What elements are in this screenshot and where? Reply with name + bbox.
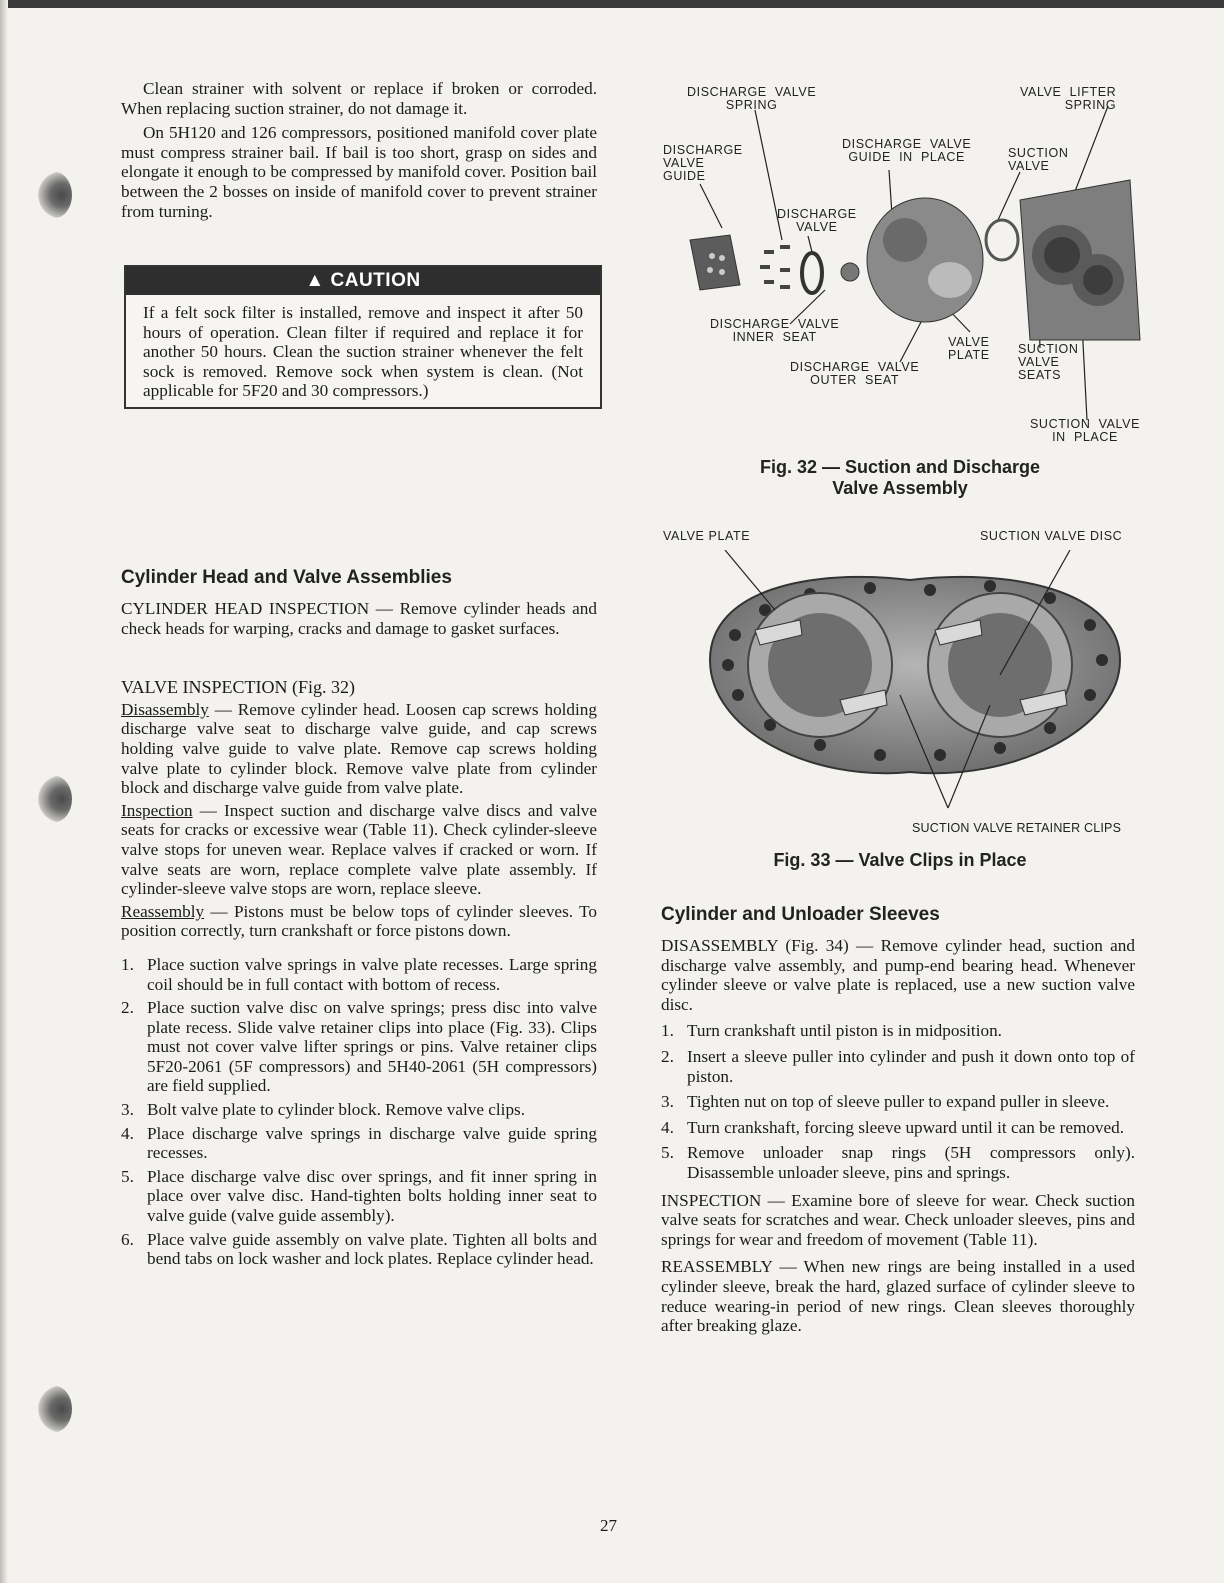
step-number: 1. xyxy=(661,1021,674,1041)
list-item xyxy=(661,1047,1135,1086)
inspection-text: — Inspect suction and discharge valve discs and valve seats for cracks or excessive wear (Table 11). Check cylinder-sleeve valve stops for uneven wear. Replace valves if cracked or worn. If valve seats are worn, replace complete valve plate assembly. If cylinder-sleeve valve stops are worn, replace sleeve. xyxy=(121,800,597,899)
valve-plate-part xyxy=(867,198,983,322)
sleeve-disassembly: DISASSEMBLY (Fig. 34) — Remove cylinder head, suction and discharge valve assembly, and pump-end bearing head. Whenever cylinder sleeve or valve plate is replaced, use a new suction valve disc. xyxy=(661,936,1135,1014)
list-item xyxy=(121,1100,597,1120)
inspection-label: Inspection xyxy=(121,800,193,820)
list-item xyxy=(661,1092,1135,1112)
caution-text: If a felt sock filter is installed, remove and inspect it after 50 hours of operation. Clean filter if required and replace it for another 50 hours. Clean the suction strainer whenever the felt sock is removed. Remove sock when system is clean. (Not applicable for 5F20 and 30 compressors.) xyxy=(143,303,583,401)
caution-box xyxy=(124,265,602,409)
left-column-body xyxy=(121,567,597,1269)
section-heading: Cylinder Head and Valve Assemblies xyxy=(121,567,452,588)
disassembly-text: — Remove cylinder head. Loosen cap screws holding discharge valve seat to discharge valve guide, and cap screws holding valve guide to valve plate. Remove cap screws holding valve plate to cylinder block. Remove valve plate from cylinder block and discharge valve guide from valve plate. xyxy=(121,699,597,798)
valve-guide-part xyxy=(690,235,740,290)
list-item xyxy=(121,1167,597,1226)
sleeve-steps xyxy=(661,1021,1135,1182)
list-item xyxy=(661,1021,1135,1041)
step-number: 6. xyxy=(121,1229,134,1249)
page-left-edge xyxy=(0,0,8,1583)
step-number: 5. xyxy=(121,1166,134,1186)
paragraph-strainer: Clean strainer with solvent or replace if broken or corroded. When replacing suction strainer, do not damage it. xyxy=(121,79,597,118)
warning-triangle-icon: ▲ xyxy=(305,270,325,291)
disassembly-label: Disassembly xyxy=(121,699,209,719)
paragraph-manifold: On 5H120 and 126 compressors, positioned manifold cover plate must compress strainer bail. If bail is too short, grasp on sides and elongate it enough to be compressed by manifold cover. Position bail between the 2 bosses on inside of manifold cover to prevent strainer from turning. xyxy=(121,123,597,221)
sleeve-reassembly: REASSEMBLY — When new rings are being installed in a used cylinder sleeve, break the hard, glazed surface of cylinder sleeve to reduce wearing-in period of new rings. Clean sleeves thoroughly after breaking glaze. xyxy=(661,1257,1135,1336)
list-item xyxy=(121,955,597,994)
left-column-top xyxy=(121,79,597,221)
step-text: Place suction valve springs in valve plate recesses. Large spring coil should be in full contact with bottom of recess. xyxy=(147,954,597,994)
fig33-caption: Fig. 33 — Valve Clips in Place xyxy=(773,850,1027,870)
label-suction-valve-in-place: SUCTION VALVE IN PLACE xyxy=(1030,417,1141,444)
step-text: Tighten nut on top of sleeve puller to expand puller in sleeve. xyxy=(687,1092,1110,1112)
fig32-caption: Fig. 32 — Suction and Discharge Valve Assembly xyxy=(759,457,1041,498)
caution-title: CAUTION xyxy=(330,270,421,291)
step-number: 3. xyxy=(661,1092,674,1112)
caution-header xyxy=(126,267,600,295)
label-suction-valve-seats: SUCTION VALVE SEATS xyxy=(1018,342,1079,382)
reassembly-paragraph xyxy=(121,902,597,941)
reassembly-text: — Pistons must be below tops of cylinder sleeves. To position correctly, turn crankshaft or force pistons down. xyxy=(121,901,597,941)
step-number: 2. xyxy=(661,1046,674,1066)
label-retainer-clips: SUCTION VALVE RETAINER CLIPS xyxy=(912,821,1122,835)
reassembly-label: Reassembly xyxy=(121,901,205,921)
right-column-body xyxy=(661,904,1135,1336)
step-text: Turn crankshaft, forcing sleeve upward until it can be removed. xyxy=(687,1117,1125,1137)
label-valve-plate: VALVE PLATE xyxy=(948,335,990,362)
label-outer-seat: DISCHARGE VALVE OUTER SEAT xyxy=(790,360,920,387)
step-text: Bolt valve plate to cylinder block. Remove valve clips. xyxy=(147,1100,526,1120)
inspection-paragraph xyxy=(121,801,597,899)
list-item xyxy=(661,1118,1135,1138)
list-item xyxy=(121,998,597,1096)
section-heading: Cylinder and Unloader Sleeves xyxy=(661,904,940,925)
step-text: Place suction valve disc on valve springs; press disc into valve plate recess. Slide valve retainer clips into place (Fig. 33). Clips must not cover valve lifter springs or pins. Valve retainer clips 5F20-2061 (5F compressors) and 5H40-2061 (5H compressors) are field supplied. xyxy=(147,998,597,1096)
label-suction-valve: SUCTION VALVE xyxy=(1008,146,1069,173)
sleeve-inspection: INSPECTION — Examine bore of sleeve for wear. Check suction valve seats for scratches and wear. Check unloader sleeves, pins and springs for wear and freedom of movement (Table 11). xyxy=(661,1190,1135,1249)
label-inner-seat: DISCHARGE VALVE INNER SEAT xyxy=(710,317,840,344)
label-discharge-valve: DISCHARGE VALVE xyxy=(777,207,857,234)
disassembly-paragraph xyxy=(121,700,597,798)
step-text: Remove unloader snap rings (5H compressors only). Disassemble unloader sleeve, pins and springs. xyxy=(687,1143,1135,1182)
cylinder-head-inspection: CYLINDER HEAD INSPECTION — Remove cylinder heads and check heads for warping, cracks and damage to gasket surfaces. xyxy=(121,599,597,638)
step-number: 4. xyxy=(121,1123,134,1143)
punch-hole xyxy=(38,172,72,218)
suction-valve-disc xyxy=(986,220,1018,260)
valve-inspection-title: VALVE INSPECTION (Fig. 32) xyxy=(121,677,356,698)
label-discharge-valve-guide: DISCHARGE VALVE GUIDE xyxy=(663,143,743,183)
punch-hole xyxy=(38,1386,72,1432)
step-number: 5. xyxy=(661,1143,674,1163)
reassembly-steps xyxy=(121,955,597,1269)
step-text: Turn crankshaft until piston is in midposition. xyxy=(687,1021,1002,1041)
punch-hole xyxy=(38,776,72,822)
cylinder-block-part xyxy=(1020,180,1140,340)
step-text: Insert a sleeve puller into cylinder and push it down onto top of piston. xyxy=(687,1046,1135,1086)
page-top-edge xyxy=(0,0,1224,8)
discharge-springs xyxy=(760,245,790,289)
step-number: 1. xyxy=(121,954,134,974)
step-text: Place discharge valve disc over springs, and fit inner spring in place over valve disc. Hand-tighten bolts holding inner seat to valve guide (valve guide assembly). xyxy=(147,1166,597,1226)
label-guide-in-place: DISCHARGE VALVE GUIDE IN PLACE xyxy=(842,137,972,164)
label-fig33-valve-plate: VALVE PLATE xyxy=(663,529,751,543)
step-number: 4. xyxy=(661,1117,674,1137)
page-number: 27 xyxy=(600,1516,617,1535)
step-number: 2. xyxy=(121,998,134,1018)
label-discharge-valve-spring: DISCHARGE VALVE SPRING xyxy=(687,85,817,112)
step-text: Place discharge valve springs in discharge valve guide spring recesses. xyxy=(147,1123,597,1163)
label-fig33-suction-valve-disc: SUCTION VALVE DISC xyxy=(980,529,1123,543)
step-text: Place valve guide assembly on valve plate. Tighten all bolts and bend tabs on lock washer and lock plates. Replace cylinder head. xyxy=(147,1229,597,1269)
step-number: 3. xyxy=(121,1100,134,1120)
inner-seat xyxy=(841,263,859,281)
label-valve-lifter-spring: VALVE LIFTER SPRING xyxy=(1020,85,1117,112)
fig33-illustration xyxy=(690,550,1150,830)
list-item xyxy=(661,1143,1135,1182)
list-item xyxy=(121,1230,597,1269)
list-item xyxy=(121,1124,597,1163)
discharge-valve-disc xyxy=(802,253,822,293)
